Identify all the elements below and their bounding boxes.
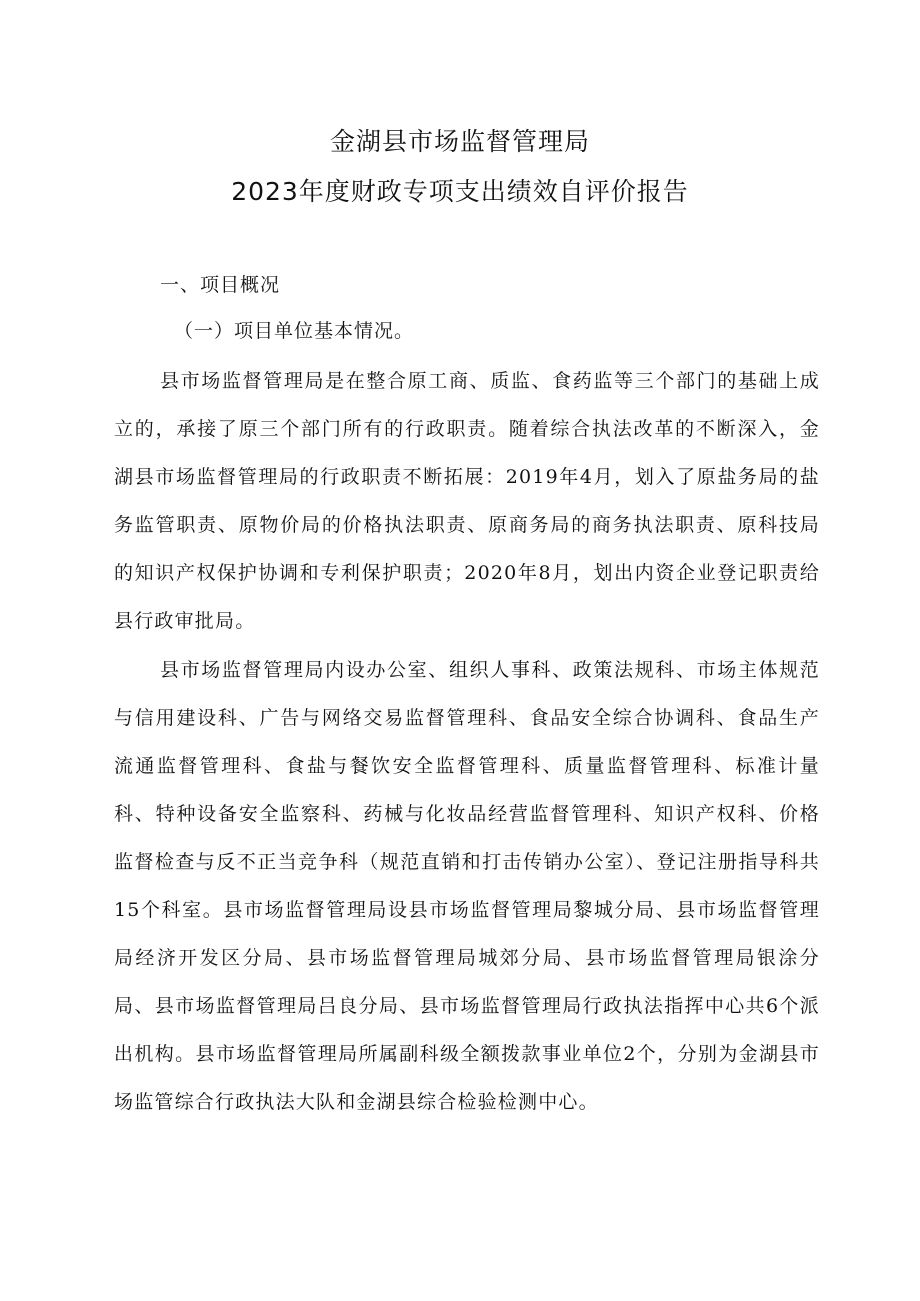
document-title-line2: 2023年度财政专项支出绩效自评价报告 — [231, 177, 689, 206]
paragraph-1: 县市场监督管理局是在整合原工商、质监、食药监等三个部门的基础上成立的，承接了原三个部门所有的行政职责。随着综合执法改革的不断深入，金湖县市场监督管理局的行政职责不断拓展：2019年4月，划入了原盐务局的盐务监管职责、原物价局的价格执法职责、原商务局的商务执法职责、原科技局的知识产权保护协调和专利保护职责；2020年8月，划出内资企业登记职责给县行政审批局。 — [114, 370, 820, 632]
paragraph-2: 县市场监督管理局内设办公室、组织人事科、政策法规科、市场主体规范与信用建设科、广告与网络交易监督管理科、食品安全综合协调科、食品生产流通监督管理科、食盐与餐饮安全监督管理科、质量监督管理科、标准计量科、特种设备安全监察科、药械与化妆品经营监督管理科、知识产权科、价格监督检查与反不正当竞争科（规范直销和打击传销办公室）、登记注册指导科共15个科室。县市场监督管理局设县市场监督管理局黎城分局、县市场监督管理局经济开发区分局、县市场监督管理局城郊分局、县市场监督管理局银涂分局、县市场监督管理局吕良分局、县市场监督管理局行政执法指挥中心共6个派出机构。县市场监督管理局所属副科级全额拨款事业单位2个，分别为金湖县市场监管综合行政执法大队和金湖县综合检验检测中心。 — [114, 659, 820, 1113]
section-heading: 一、项目概况 — [160, 274, 281, 296]
document-title-line1: 金湖县市场监督管理局 — [329, 127, 590, 156]
subsection-heading: （一）项目单位基本情况。 — [174, 320, 415, 342]
